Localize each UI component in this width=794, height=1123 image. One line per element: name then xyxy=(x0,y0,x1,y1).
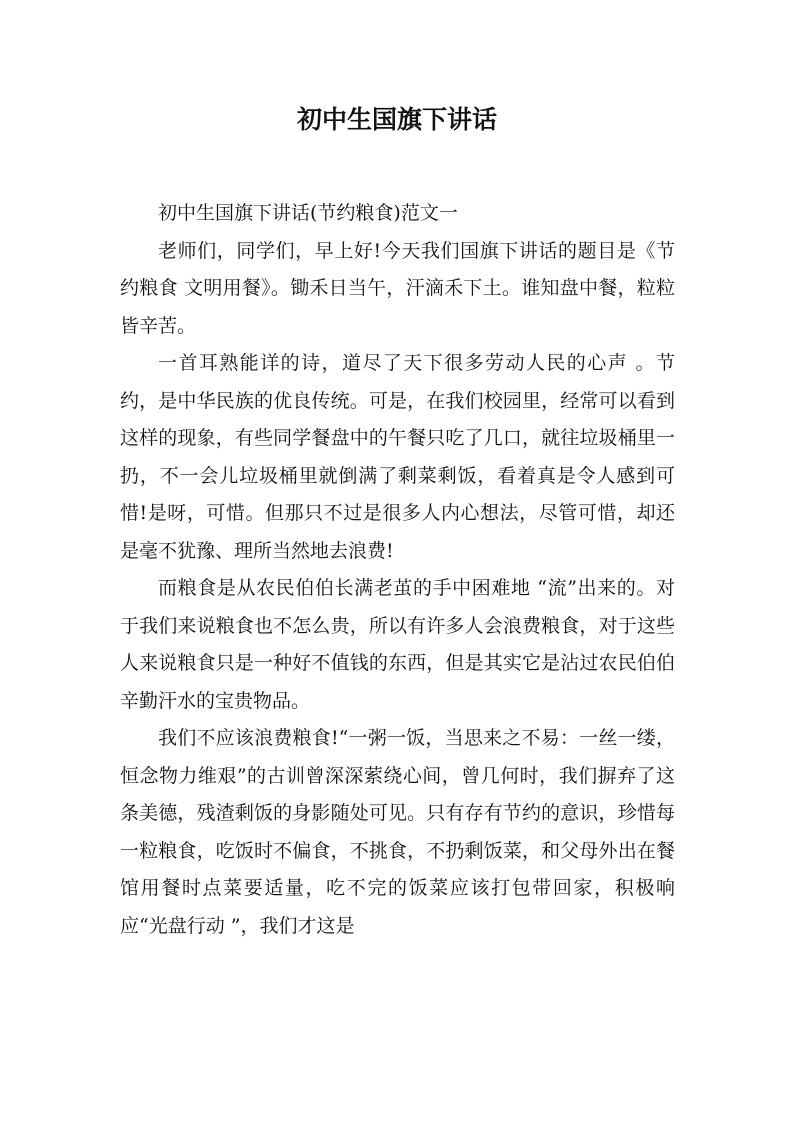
body-paragraph: 一首耳熟能详的诗，道尽了天下很多劳动人民的心声 。节约，是中华民族的优良传统。可是，在我们校园里，经常可以看到这样的现象，有些同学餐盘中的午餐只吃了几口，就往垃圾桶里一扔，不一会儿垃圾桶里就倒满了剩菜剩饭，看着真是令人感到可惜!是呀，可惜。但那只不过是很多人内心想法，尽管可惜，却还是毫不犹豫、理所当然地去浪费! xyxy=(120,352,675,562)
document-body xyxy=(120,195,675,945)
body-paragraph: 我们不应该浪费粮食!“一粥一饭，当思来之不易：一丝一缕，恒念物力维艰”的古训曾深深萦绕心间，曾几何时，我们摒弃了这条美德，残渣剩饭的身影随处可见。只有存有节约的意识，珍惜每一粒粮食，吃饭时不偏食，不挑食，不扔剩饭菜，和父母外出在餐馆用餐时点菜要适量，吃不完的饭菜应该打包带回家，积极响应“光盘行动 ”，我们才这是 xyxy=(120,727,675,937)
body-paragraph: 老师们，同学们，早上好!今天我们国旗下讲话的题目是《节约粮食 文明用餐》。锄禾日当午，汗滴禾下土。谁知盘中餐，粒粒皆辛苦。 xyxy=(120,239,675,337)
subtitle-paragraph: 初中生国旗下讲话(节约粮食)范文一 xyxy=(158,202,458,224)
body-paragraph: 而粮食是从农民伯伯长满老茧的手中困难地 “流”出来的。对于我们来说粮食也不怎么贵，所以有许多人会浪费粮食，对于这些人来说粮食只是一种好不值钱的东西，但是其实它是沾过农民伯伯辛勤汗水的宝贵物品。 xyxy=(120,577,675,712)
document-title: 初中生国旗下讲话 xyxy=(296,105,497,134)
